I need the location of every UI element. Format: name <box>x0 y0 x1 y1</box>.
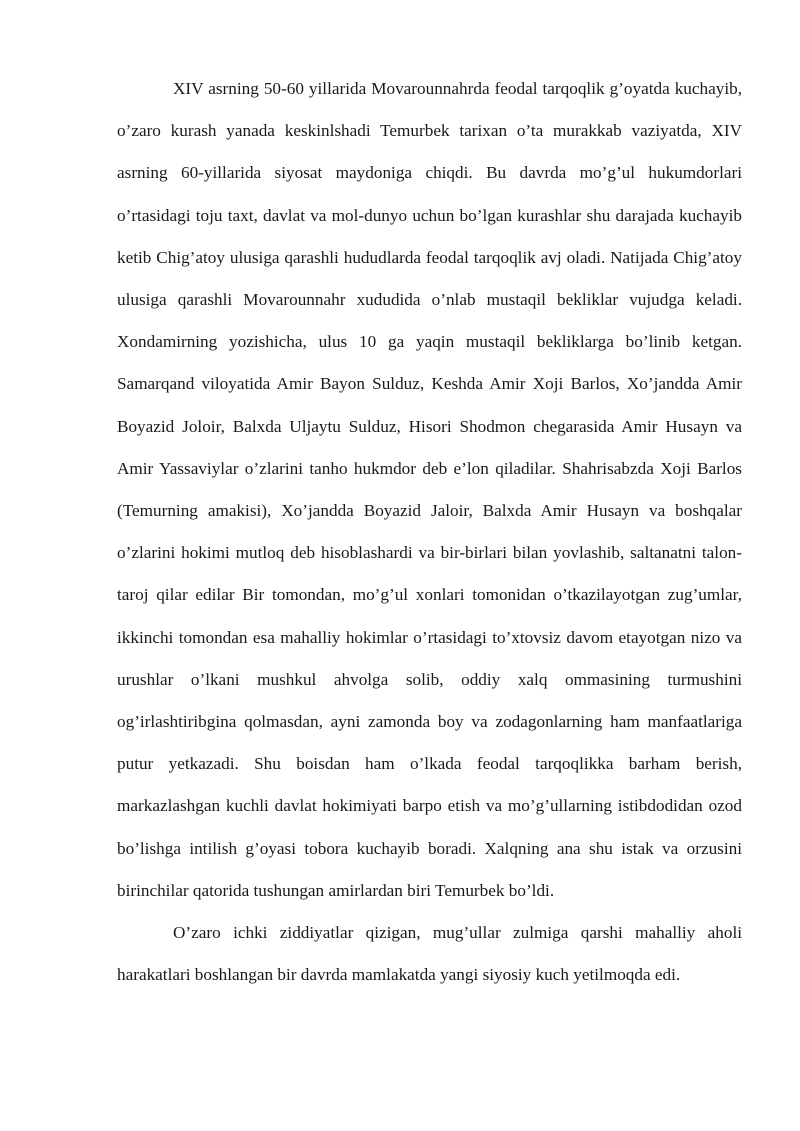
paragraph-1: XIV asrning 50-60 yillarida Movarounnahrda feodal tarqoqlik g’oyatda kuchayib, o’zaro kurash yanada keskinlshadi Temurbek tarixan o’ta murakkab vaziyatda, XIV asrning 60-yillarida siyosat maydoniga chiqdi. Bu davrda mo’g’ul hukumdorlari o’rtasidagi toju taxt, davlat va mol-dunyo uchun bo’lgan kurashlar shu darajada kuchayib ketib Chig’atoy ulusiga qarashli hududlarda feodal tarqoqlik avj oladi. Natijada Chig’atoy ulusiga qarashli Movarounnahr xududida o’nlab mustaqil bekliklar vujudga keladi. Xondamirning yozishicha, ulus 10 ga yaqin mustaqil bekliklarga bo’linib ketgan. Samarqand viloyatida Amir Bayon Sulduz, Keshda Amir Xoji Barlos, Xo’jandda Amir Boyazid Joloir, Balxda Uljaytu Sulduz, Hisori Shodmon chegarasida Amir Husayn va Amir Yassaviylar o’zlarini tanho hukmdor deb e’lon qiladilar. Shahrisabzda Xoji Barlos (Temurning amakisi), Xo’jandda Boyazid Jaloir, Balxda Amir Husayn va boshqalar o’zlarini hokimi mutloq deb hisoblashardi va bir-birlari bilan yovlashib, saltanatni talon-taroj qilar edilar Bir tomondan, mo’g’ul xonlari tomonidan o’tkazilayotgan zug’umlar, ikkinchi tomondan esa mahalliy hokimlar o’rtasidagi to’xtovsiz davom etayotgan nizo va urushlar o’lkani mushkul ahvolga solib, oddiy xalq ommasining turmushini og’irlashtiribgina qolmasdan, ayni zamonda boy va zodagonlarning ham manfaatlariga putur yetkazadi. Shu boisdan ham o’lkada feodal tarqoqlikka barham berish, markazlashgan kuchli davlat hokimiyati barpo etish va mo’g’ullarning istibdodidan ozod bo’lishga intilish g’oyasi tobora kuchayib boradi. Xalqning ana shu istak va orzusini birinchilar qatorida tushungan amirlardan biri Temurbek bo’ldi. <box>117 79 742 900</box>
body-text <box>117 68 742 996</box>
paragraph-2: O’zaro ichki ziddiyatlar qizigan, mug’ullar zulmiga qarshi mahalliy aholi harakatlari boshlangan bir davrda mamlakatda yangi siyosiy kuch yetilmoqda edi. <box>117 923 742 985</box>
